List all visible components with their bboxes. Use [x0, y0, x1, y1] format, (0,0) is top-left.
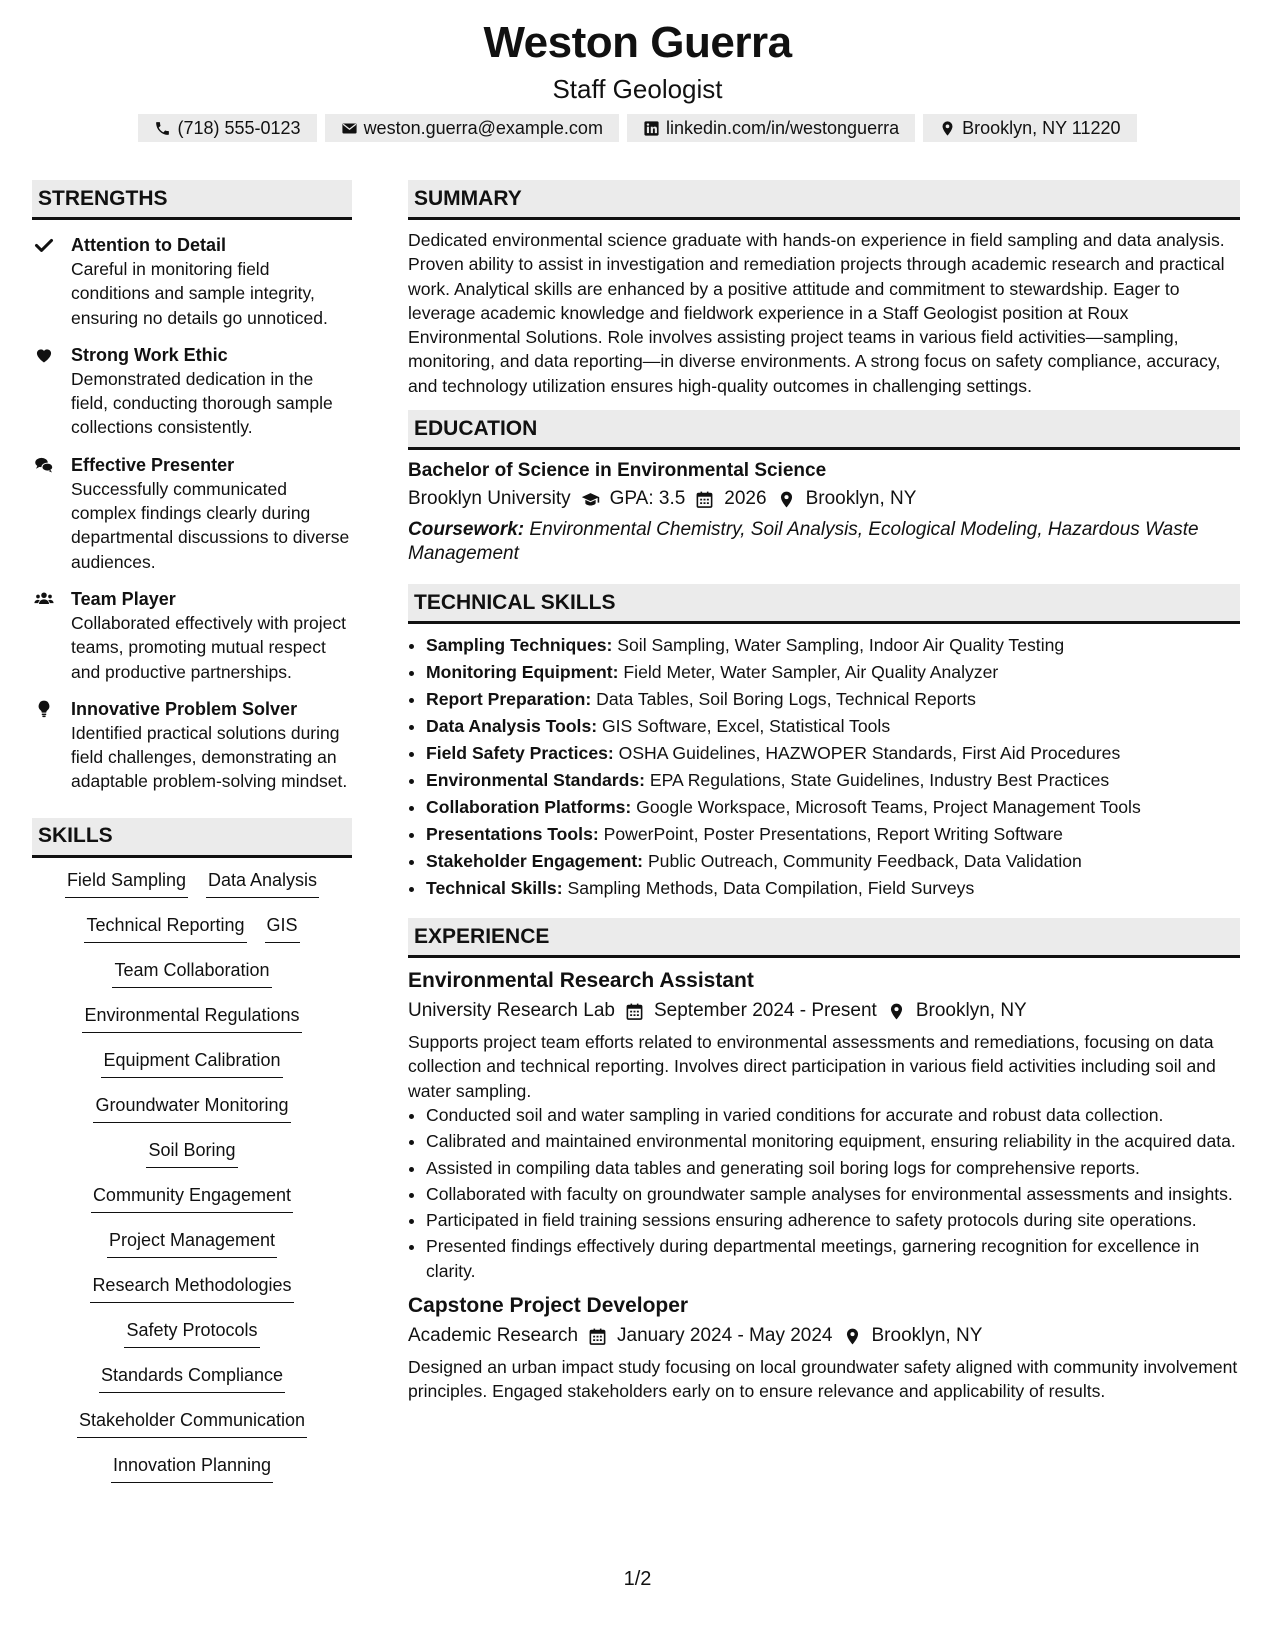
skill-row: [32, 1093, 352, 1138]
skill-row: [32, 1363, 352, 1408]
tech-skill-value: Google Workspace, Microsoft Teams, Project Management Tools: [636, 797, 1141, 818]
job-meta: [408, 1321, 1240, 1351]
technical-skills-list: [408, 632, 1240, 902]
tech-skill-label: Monitoring Equipment:: [426, 662, 619, 683]
calendar-icon: [625, 1002, 644, 1021]
tech-skill-value: PowerPoint, Poster Presentations, Report Writing Software: [603, 824, 1063, 845]
list-item: [426, 686, 1240, 713]
tech-skill-label: Field Safety Practices:: [426, 743, 614, 764]
list-item: [426, 848, 1240, 875]
tech-skill-label: Environmental Standards:: [426, 770, 645, 791]
list-item: • Calibrated and maintained environmental monitoring equipment, ensuring reliability in the acquired data.: [426, 1129, 1240, 1153]
strength-title: Effective Presenter: [71, 454, 235, 475]
strength-title: Strong Work Ethic: [71, 344, 228, 365]
contact-location-text: Brooklyn, NY 11220: [962, 117, 1121, 138]
skill-row: [32, 1138, 352, 1183]
tech-skill-value: Sampling Methods, Data Compilation, Field Surveys: [567, 878, 975, 899]
contact-linkedin-text: linkedin.com/in/westonguerra: [665, 117, 900, 138]
skill-tag: Soil Boring: [146, 1138, 237, 1168]
tech-skill-label: Report Preparation:: [426, 689, 592, 710]
strength-item: [32, 697, 352, 794]
experience-entry: [408, 966, 1240, 1283]
chat-bubbles-icon: [34, 455, 54, 475]
list-item: [426, 875, 1240, 902]
linkedin-icon: [643, 120, 660, 137]
contact-email-text: weston.guerra@example.com: [363, 117, 603, 138]
contact-linkedin[interactable]: [627, 114, 915, 142]
skill-row: [32, 1318, 352, 1363]
left-column: [32, 180, 352, 1498]
skill-tag: Safety Protocols: [124, 1318, 259, 1348]
list-item: [426, 632, 1240, 659]
list-item: • Collaborated with faculty on groundwater sample analyses for environmental assessments and insights.: [426, 1182, 1240, 1206]
tech-skill-value: OSHA Guidelines, HAZWOPER Standards, First Aid Procedures: [618, 743, 1121, 764]
strength-item: [32, 233, 352, 330]
strength-text: Collaborated effectively with project teams, promoting mutual respect and productive partnerships.: [71, 612, 346, 682]
job-description: Designed an urban impact study focusing on local groundwater safety aligned with community involvement principles. Engaged stakeholders early on to ensure relevance and applicability of results.: [408, 1357, 1238, 1402]
tech-skill-value: Data Tables, Soil Boring Logs, Technical Reports: [596, 689, 976, 710]
list-item: [426, 794, 1240, 821]
tech-skill-value: EPA Regulations, State Guidelines, Industry Best Practices: [649, 770, 1110, 791]
coursework: [408, 518, 1240, 566]
skill-tag: Project Management: [107, 1228, 277, 1258]
job-bullets: [408, 1103, 1240, 1283]
tech-skill-label: Technical Skills:: [426, 878, 563, 899]
right-column: [408, 180, 1240, 1404]
strengths-heading: STRENGTHS: [32, 180, 352, 220]
skill-row: [32, 1183, 352, 1228]
job-meta: [408, 996, 1240, 1026]
summary-text: Dedicated environmental science graduate with hands-on experience in field sampling and data analysis. Proven ability to assist in investigation and remediation projects through academic research and practical work. Analytical skills are enhanced by a positive attitude and commitment to stewardship. Eager to leverage academic knowledge and fieldwork experience in a Staff Geologist position at Roux Environmental Solutions. Role involves assisting project teams in various field activities—sampling, monitoring, and data reporting—in diverse environments. A strong focus on safety compliance, accuracy, and technology utilization ensures high-quality outcomes in challenging settings.: [408, 230, 1225, 396]
graduation-year: 2026: [724, 488, 767, 510]
skill-tag: Team Collaboration: [112, 958, 271, 988]
skill-row: [32, 1228, 352, 1273]
strength-item: [32, 453, 352, 574]
tech-skill-label: Data Analysis Tools:: [426, 716, 598, 737]
calendar-icon: [588, 1327, 607, 1346]
strength-title: Team Player: [71, 588, 176, 609]
list-item: [426, 659, 1240, 686]
tech-skill-label: Collaboration Platforms:: [426, 797, 632, 818]
skill-row: [32, 913, 352, 958]
job-org: Academic Research: [408, 1325, 579, 1347]
strength-text: Identified practical solutions during field challenges, demonstrating an adaptable problem-solving mindset.: [71, 722, 348, 792]
list-item: • Assisted in compiling data tables and generating soil boring logs for comprehensive reports.: [426, 1156, 1240, 1180]
contact-phone-text: (718) 555-0123: [177, 117, 301, 138]
experience-heading: EXPERIENCE: [408, 918, 1240, 958]
tech-skill-value: Public Outreach, Community Feedback, Data Validation: [647, 851, 1082, 872]
map-pin-icon: [939, 120, 956, 137]
list-item: • Conducted soil and water sampling in varied conditions for accurate and robust data collection.: [426, 1103, 1240, 1127]
graduation-cap-icon: [581, 490, 600, 509]
experience-entry: [408, 1291, 1240, 1404]
contact-location: [923, 114, 1136, 142]
skill-tag: Research Methodologies: [90, 1273, 293, 1303]
job-title: Capstone Project Developer: [408, 1294, 689, 1318]
summary-heading: SUMMARY: [408, 180, 1240, 220]
skill-tag: Stakeholder Communication: [77, 1408, 307, 1438]
job-location: Brooklyn, NY: [871, 1325, 983, 1347]
skill-tag: Innovation Planning: [111, 1453, 273, 1483]
list-item: [426, 821, 1240, 848]
tech-skill-label: Stakeholder Engagement:: [426, 851, 644, 872]
skill-row: [32, 1273, 352, 1318]
school-name: Brooklyn University: [408, 488, 571, 510]
technical-skills-heading: TECHNICAL SKILLS: [408, 584, 1240, 624]
phone-icon: [154, 120, 171, 137]
strength-title: Innovative Problem Solver: [71, 698, 298, 719]
heart-icon: [34, 345, 54, 365]
job-dates: January 2024 - May 2024: [617, 1325, 833, 1347]
candidate-name: Weston Guerra: [483, 18, 792, 67]
checkmark-icon: [34, 235, 54, 255]
coursework-text: Environmental Chemistry, Soil Analysis, Ecological Modeling, Hazardous Waste Management: [408, 519, 1199, 565]
strength-item: [32, 343, 352, 440]
skill-row: [32, 1048, 352, 1093]
lightbulb-icon: [34, 699, 54, 719]
skill-tag: Equipment Calibration: [101, 1048, 282, 1078]
list-item: [426, 740, 1240, 767]
job-dates: September 2024 - Present: [653, 1000, 877, 1022]
users-icon: [34, 589, 54, 609]
skill-row: [32, 1453, 352, 1498]
job-description: Supports project team efforts related to environmental assessments and remediations, focusing on data collection and technical reporting. Involves direct participation in various field activities including soil and water sampling.: [408, 1032, 1216, 1101]
calendar-icon: [695, 490, 714, 509]
skills-heading: SKILLS: [32, 818, 352, 858]
list-item: [426, 713, 1240, 740]
skill-row: [32, 1408, 352, 1453]
coursework-label: Coursework:: [408, 519, 525, 541]
education-heading: EDUCATION: [408, 410, 1240, 450]
list-item: • Participated in field training sessions ensuring adherence to safety protocols during site operations.: [426, 1208, 1240, 1232]
contact-bar: [0, 114, 1275, 142]
job-location: Brooklyn, NY: [915, 1000, 1027, 1022]
job-title: Environmental Research Assistant: [408, 969, 754, 993]
job-org: University Research Lab: [408, 1000, 615, 1022]
skill-tag: Data Analysis: [206, 868, 319, 898]
list-item: • Presented findings effectively during departmental meetings, garnering recognition for excellence in clarity.: [426, 1234, 1240, 1283]
strength-title: Attention to Detail: [71, 235, 226, 255]
map-pin-icon: [843, 1327, 862, 1346]
skill-tag: Environmental Regulations: [82, 1003, 301, 1033]
skill-tag: Community Engagement: [91, 1183, 293, 1213]
strength-item: [32, 587, 352, 684]
tech-skill-value: GIS Software, Excel, Statistical Tools: [601, 716, 891, 737]
strength-text: Successfully communicated complex findings clearly during departmental discussions to diverse audiences.: [71, 478, 350, 572]
list-item: [426, 767, 1240, 794]
tech-skill-label: Sampling Techniques:: [426, 635, 613, 656]
candidate-title: Staff Geologist: [552, 74, 723, 104]
page-number: 1/2: [623, 1568, 652, 1590]
education-location: Brooklyn, NY: [805, 488, 917, 510]
skill-tag: Groundwater Monitoring: [93, 1093, 290, 1123]
map-pin-icon: [777, 490, 796, 509]
tech-skill-label: Presentations Tools:: [426, 824, 599, 845]
map-pin-icon: [887, 1002, 906, 1021]
education-meta: [408, 484, 1240, 514]
gpa-text: GPA: 3.5: [609, 488, 686, 510]
strength-text: Careful in monitoring field conditions and sample integrity, ensuring no details go unnoticed.: [71, 259, 328, 328]
skill-row: [32, 958, 352, 1003]
skills-list: [32, 868, 352, 1498]
skill-tag: Standards Compliance: [99, 1363, 285, 1393]
skill-tag: Technical Reporting: [84, 913, 246, 943]
contact-email[interactable]: [325, 114, 619, 142]
contact-phone[interactable]: [138, 114, 316, 142]
degree-title: Bachelor of Science in Environmental Science: [408, 460, 827, 482]
skill-tag: Field Sampling: [65, 868, 188, 898]
tech-skill-value: Field Meter, Water Sampler, Air Quality Analyzer: [623, 662, 999, 683]
skill-row: [32, 868, 352, 913]
tech-skill-value: Soil Sampling, Water Sampling, Indoor Air Quality Testing: [617, 635, 1065, 656]
skill-row: [32, 1003, 352, 1048]
strength-text: Demonstrated dedication in the field, conducting thorough sample collections consistently.: [71, 368, 333, 438]
envelope-icon: [341, 120, 358, 137]
skill-tag: GIS: [265, 913, 300, 943]
